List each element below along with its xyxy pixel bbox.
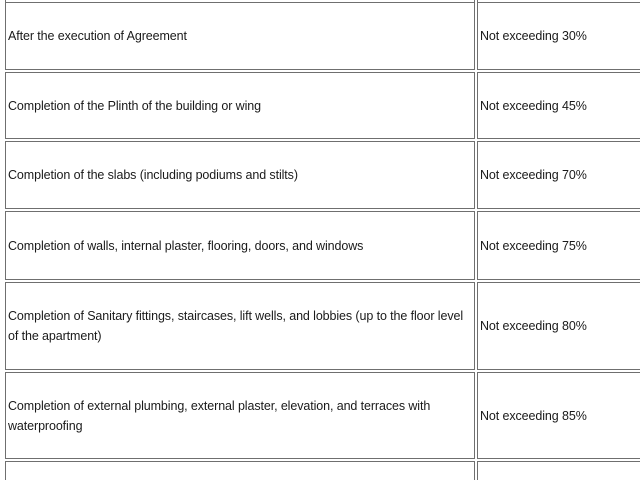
stage-text: After the execution of Agreement (8, 29, 187, 43)
payment-text: Not exceeding 70% (480, 168, 587, 182)
payment-cell (477, 72, 640, 139)
payment-cell (477, 141, 640, 209)
stage-cell (5, 211, 475, 280)
payment-cell (477, 372, 640, 459)
table-row (0, 2, 640, 70)
payment-text: Not exceeding 30% (480, 29, 587, 43)
payment-text: Not exceeding 45% (480, 98, 587, 113)
payment-text: Not exceeding 75% (480, 238, 587, 253)
table-row (0, 211, 640, 280)
payment-cell (477, 211, 640, 280)
table-row (0, 141, 640, 209)
payment-cell (477, 2, 640, 70)
stage-text: Completion of external plumbing, external plaster, elevation, and terraces with waterproofing (8, 398, 431, 433)
stage-text: Completion of the slabs (including podiums and stilts) (8, 168, 298, 182)
table-row (0, 372, 640, 459)
table-row (0, 72, 640, 139)
payment-cell (477, 282, 640, 370)
stage-cell (5, 141, 475, 209)
payment-text: Not exceeding 85% (480, 408, 587, 423)
payment-text: Not exceeding 80% (480, 319, 587, 333)
stage-cell (5, 282, 475, 370)
stage-text: Completion of walls, internal plaster, flooring, doors, and windows (8, 238, 364, 253)
table-row (0, 461, 640, 480)
stage-cell (5, 2, 475, 70)
stage-text: Completion of Sanitary fittings, staircases, lift wells, and lobbies (up to the floor level of the apartment) (8, 309, 464, 343)
stage-cell (5, 372, 475, 459)
stage-cell (5, 461, 475, 480)
payment-cell (477, 461, 640, 480)
table-row (0, 282, 640, 370)
stage-text: Completion of the Plinth of the building or wing (8, 98, 261, 113)
stage-cell (5, 72, 475, 139)
